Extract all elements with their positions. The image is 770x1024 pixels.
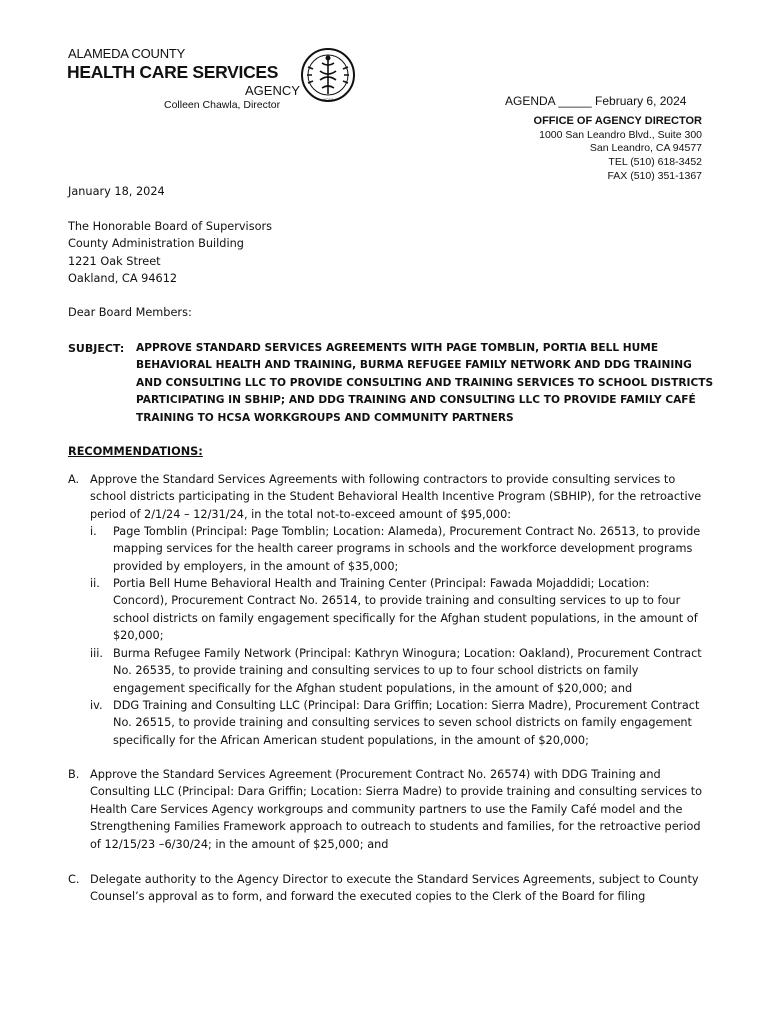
recommendations-heading: RECOMMENDATIONS:	[68, 445, 203, 458]
subject-line: PARTICIPATING IN SBHIP; AND DDG TRAINING AND CONSULTING LLC TO PROVIDE FAMILY CAFÉ	[136, 394, 696, 407]
recommendation-line: of 12/15/23 –6/30/24; in the amount of $25,000; and	[90, 837, 389, 851]
subitem-line: Burma Refugee Family Network (Principal: Kathryn Winogura; Location: Oakland), Procurement Contract	[113, 647, 702, 660]
subject-line: AND CONSULTING LLC TO PROVIDE CONSULTING AND TRAINING SERVICES TO SCHOOL DISTRICTS	[136, 376, 714, 389]
subitem-line: Portia Bell Hume Behavioral Health and Training Center (Principal: Fawada Mojaddidi; Location:	[113, 577, 650, 590]
subject-line: APPROVE STANDARD SERVICES AGREEMENTS WITH PAGE TOMBLIN, PORTIA BELL HUME	[136, 342, 659, 354]
subitem-line: provided by employers, in the amount of $35,000;	[113, 559, 399, 573]
subject-line: BEHAVIORAL HEALTH AND TRAINING, BURMA REFUGEE FAMILY NETWORK AND DDG TRAINING	[136, 359, 692, 372]
agency-seal-logo	[300, 47, 356, 103]
county-name: ALAMEDA COUNTY	[68, 46, 186, 61]
recommendation-line: Consulting LLC (Principal: Dara Griffin; Location: Sierra Madre) to provide training and consulting services to	[90, 785, 703, 799]
office-title: OFFICE OF AGENCY DIRECTOR	[533, 115, 702, 127]
recommendation-line: Delegate authority to the Agency Director to execute the Standard Services Agreements, subject to County	[90, 873, 699, 886]
subitem-line: No. 26535, to provide training and consulting services to up to four school districts on family	[113, 664, 639, 678]
address-line: Oakland, CA 94612	[68, 272, 178, 286]
list-marker: ii.	[90, 577, 100, 590]
agenda-line: AGENDA _____ February 6, 2024	[505, 94, 687, 108]
office-address-block	[534, 115, 702, 184]
salutation: Dear Board Members:	[68, 306, 192, 319]
subitem-line: specifically for the African American student populations, in the amount of $20,000;	[113, 733, 589, 747]
office-address-line: San Leandro, CA 94577	[589, 142, 702, 155]
svg-text:HCSA: HCSA	[322, 97, 334, 102]
recommendation-line: Strengthening Families Framework approach to outreach to students and families, for the retroactive period	[90, 820, 701, 834]
director-name: Colleen Chawla, Director	[164, 99, 281, 111]
list-marker: iii.	[90, 647, 104, 660]
subitem-line: mapping services for the health career programs in schools and the workforce development programs	[113, 542, 693, 556]
address-line: The Honorable Board of Supervisors	[68, 220, 273, 233]
subject-label: SUBJECT:	[68, 342, 125, 355]
recommendation-line: school districts participating in the Student Behavioral Health Incentive Program (SBHIP), for the retroactive	[90, 490, 702, 504]
address-line: County Administration Building	[68, 237, 244, 251]
subject-line: TRAINING TO HCSA WORKGROUPS AND COMMUNITY PARTNERS	[136, 411, 514, 424]
subject-text	[136, 340, 713, 427]
recipient-address	[68, 218, 272, 288]
office-phone: TEL (510) 618-3452	[608, 156, 702, 169]
recommendation-line: Approve the Standard Services Agreement (Procurement Contract No. 26574) with DDG Training and	[90, 768, 661, 781]
department-name: HEALTH CARE SERVICES	[67, 62, 279, 82]
recommendation-line: Health Care Services Agency workgroups and community partners to use the Family Café model and the	[90, 802, 683, 816]
subitem-line: $20,000;	[113, 629, 164, 643]
office-fax: FAX (510) 351-1367	[607, 169, 702, 182]
recommendation-line: period of 2/1/24 – 12/31/24, in the total not-to-exceed amount of $95,000:	[90, 507, 512, 521]
subitem-line: Concord), Procurement Contract No. 26514, to provide training and consulting services to up to four	[113, 594, 681, 608]
office-address-line: 1000 San Leandro Blvd., Suite 300	[539, 128, 702, 141]
list-marker: i.	[90, 525, 97, 538]
recommendation-line: Approve the Standard Services Agreements with following contractors to provide consulting services to	[90, 473, 676, 486]
subitem-line: DDG Training and Consulting LLC (Principal: Dara Griffin; Location: Sierra Madre), Procurement Contract	[113, 699, 700, 712]
agency-label: AGENCY	[245, 83, 300, 98]
subitem-line: engagement specifically for the Afghan student populations, in the amount of $20,000; and	[113, 681, 633, 695]
subitem-line: Page Tomblin (Principal: Page Tomblin; Location: Alameda), Procurement Contract No. 26513, to provide	[113, 525, 701, 538]
list-marker: A.	[68, 473, 80, 486]
subitem-line: No. 26515, to provide training and consulting services to seven school districts on family engagement	[113, 716, 692, 730]
subitem-line: school districts on family engagement specifically for the Afghan student populations, in the amount of	[113, 611, 698, 625]
list-marker: B.	[68, 768, 80, 781]
list-marker: C.	[68, 873, 80, 886]
address-line: 1221 Oak Street	[68, 254, 161, 268]
list-marker: iv.	[90, 699, 103, 712]
letter-date: January 18, 2024	[68, 185, 165, 198]
recommendation-line: Counsel’s approval as to form, and forward the executed copies to the Clerk of the Board for filing	[90, 890, 646, 904]
